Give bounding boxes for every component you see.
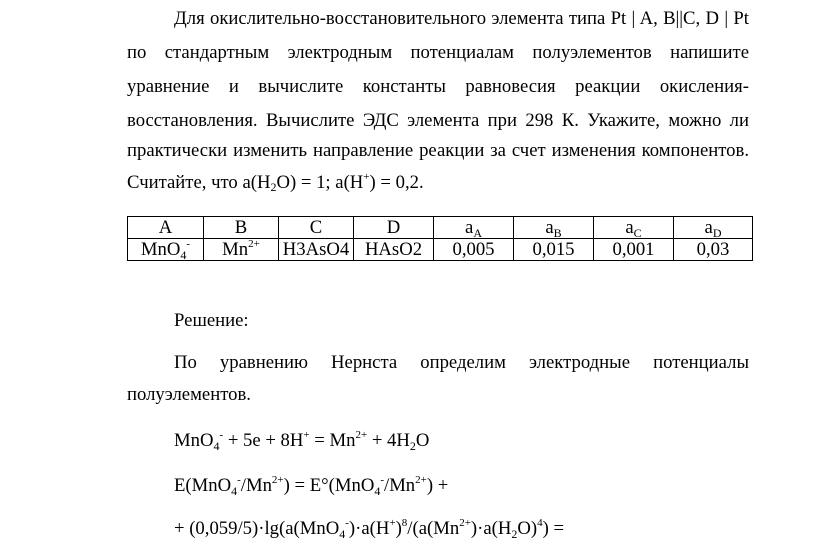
problem-line-2: по стандартным электродным потенциалам полуэлементов напишите (127, 42, 749, 63)
header-cell-d (354, 217, 434, 239)
header-label: A (158, 216, 173, 238)
solution-intro-line-1: По уравнению Нернста определим электродные потенциалы (174, 352, 749, 373)
header-label: a (545, 216, 554, 238)
eq-sup: - (380, 474, 384, 486)
line6-sup: + (363, 171, 370, 183)
equation-half-reaction (174, 430, 749, 452)
header-cell-aa (434, 217, 514, 239)
activity-table (127, 216, 753, 261)
eq-part: ) + (426, 475, 449, 496)
line6-text-c: O) = 1; a(H (276, 172, 364, 193)
eq-sub: 2 (409, 439, 416, 453)
cell-value: H3AsO4 (282, 238, 350, 260)
value-cell-c (279, 239, 354, 261)
header-label: B (234, 216, 248, 238)
solution-heading: Решение: (174, 310, 249, 331)
eq-sup: + (303, 429, 310, 441)
header-cell-ac (594, 217, 674, 239)
value-cell-d (354, 239, 434, 261)
eq-sup: 2+ (355, 429, 368, 441)
header-cell-ad (674, 217, 753, 239)
header-cell-b (204, 217, 279, 239)
eq-part: O (415, 430, 430, 451)
line6-text-a: Считайте, что a(H (127, 172, 271, 193)
cell-value: 0,03 (696, 238, 730, 260)
value-cell-ad (674, 239, 753, 261)
cell-sup: 2+ (248, 237, 260, 250)
header-sub: B (553, 225, 562, 240)
eq-part: = Mn (309, 430, 356, 451)
eq-part: MnO (174, 430, 214, 451)
cell-value: HAsO2 (364, 238, 423, 260)
eq-sup: 2+ (415, 474, 427, 486)
problem-line-5: практически изменить направление реакции за счет изменения компонентов. (127, 140, 749, 161)
eq-part: /Mn (384, 475, 416, 496)
eq-sup: 2+ (271, 474, 284, 486)
header-label: D (386, 216, 401, 238)
header-cell-c (279, 217, 354, 239)
header-label: a (625, 216, 634, 238)
eq-sup: 8 (401, 517, 408, 529)
eq-part: /(a(Mn (407, 518, 460, 539)
eq-sup: 2+ (459, 517, 471, 529)
eq-part: + 5e + 8H (223, 430, 304, 451)
eq-part: + 4H (367, 430, 410, 451)
eq-part: )·a(H (470, 518, 512, 539)
line6-text-e: ) = 0,2. (369, 172, 424, 193)
cell-value: 0,005 (452, 238, 495, 260)
eq-sup: - (219, 429, 224, 441)
eq-sup: 4 (537, 517, 543, 529)
table-row (128, 239, 753, 261)
eq-sub: 2 (511, 527, 518, 541)
eq-part: ) = (542, 518, 565, 539)
header-sub: C (633, 225, 642, 240)
line6-sub: 2 (270, 180, 277, 194)
cell-value: 0,001 (612, 238, 655, 260)
header-label: a (465, 216, 474, 238)
value-cell-ab (514, 239, 594, 261)
cell-value: Mn (222, 238, 249, 260)
problem-line-6 (127, 172, 749, 194)
cell-value: 0,015 (532, 238, 575, 260)
eq-sup: - (345, 517, 349, 529)
header-cell-ab (514, 217, 594, 239)
value-cell-a (128, 239, 204, 261)
problem-line-1: Для окислительно-восстановительного элемента типа Pt | A, B||C, D | Pt (174, 8, 749, 29)
value-cell-ac (594, 239, 674, 261)
equation-potential (174, 475, 749, 497)
cell-sup: - (186, 237, 191, 250)
problem-line-3: уравнение и вычислите константы равновесия реакции окисления- (127, 76, 749, 97)
problem-line-4: восстановления. Вычислите ЭДС элемента при 298 К. Укажите, можно ли (127, 110, 749, 131)
header-sub: A (473, 225, 482, 240)
eq-part: )·a(H (348, 518, 390, 539)
eq-sup: + (389, 517, 396, 529)
equation-nernst (174, 518, 749, 540)
table-header-row (128, 217, 753, 239)
eq-sub: 4 (231, 484, 238, 498)
eq-part: ) = E°(MnO (283, 475, 375, 496)
cell-value: MnO (140, 238, 181, 260)
eq-sup: - (237, 474, 241, 486)
eq-part: + (0,059/5)·lg(a(MnO (174, 518, 340, 539)
eq-part: E(MnO (174, 475, 232, 496)
value-cell-aa (434, 239, 514, 261)
eq-sub: 4 (374, 484, 381, 498)
header-label: a (704, 216, 713, 238)
header-sub: D (712, 225, 722, 240)
solution-intro-line-2: полуэлементов. (127, 384, 251, 405)
eq-part: /Mn (240, 475, 272, 496)
header-cell-a (128, 217, 204, 239)
eq-sub: 4 (213, 439, 220, 453)
cell-sub: 4 (180, 247, 187, 262)
header-label: C (309, 216, 323, 238)
eq-part: ) (395, 518, 402, 539)
value-cell-b (204, 239, 279, 261)
eq-part: O) (517, 518, 538, 539)
eq-sub: 4 (339, 527, 346, 541)
